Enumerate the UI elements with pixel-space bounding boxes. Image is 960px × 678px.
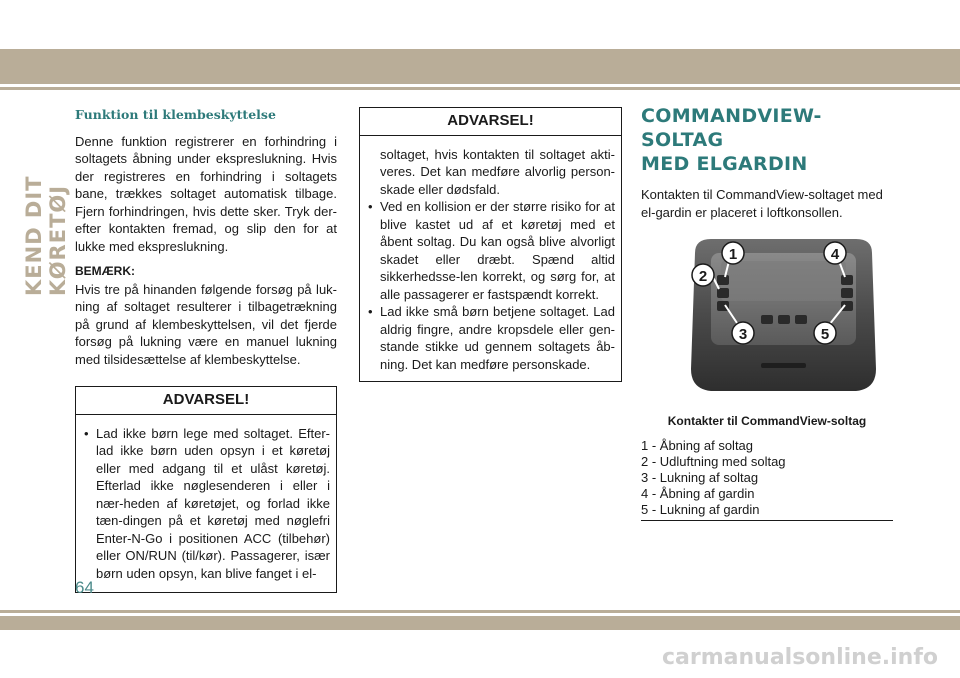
legend-item: 1 - Åbning af soltag — [641, 437, 754, 453]
watermark: carmanualsonline.info — [662, 645, 938, 670]
callout-4 — [824, 242, 846, 264]
svg-text:4: 4 — [830, 246, 840, 263]
figure-caption: Kontakter til CommandView-soltag — [667, 414, 867, 428]
svg-text:2: 2 — [698, 268, 708, 285]
callout-3 — [732, 322, 754, 344]
legend-item: 3 - Lukning af soltag — [641, 469, 759, 485]
header-band — [0, 49, 960, 84]
overhead-console-figure — [681, 231, 886, 401]
footer-rule — [0, 610, 960, 613]
callout-5 — [814, 322, 836, 344]
legend-item: 2 - Udluftning med soltag — [641, 453, 786, 469]
callout-2 — [692, 264, 714, 286]
warning-title: ADVARSEL! — [360, 108, 621, 136]
warning-box-continued — [359, 107, 622, 382]
note-label: BEMÆRK: — [75, 264, 135, 278]
left-switch-stack — [717, 275, 729, 311]
console-lamp-slot — [761, 363, 806, 368]
overhead-console-illustration — [681, 231, 886, 401]
figure-legend — [641, 438, 893, 521]
right-switch-stack — [841, 275, 853, 311]
note-text: Hvis tre på hinanden følgende forsøg på luk-ning af soltaget resulterer i tilbagetrækning på grund af klembeskyttelsen, vil det fjerde forsøg på lukning være en manuel lukning med tilsidesættelse af klembeskyttelse. — [75, 281, 337, 367]
section-title-line2: MED ELGARDIN — [641, 153, 808, 175]
column-2 — [359, 107, 622, 382]
warning-title: ADVARSEL! — [76, 387, 336, 415]
section-heading: Funktion til klembeskyttelse — [75, 107, 276, 122]
warning-bullet: • Ved en kollision er der større risiko for at blive kastet ud af et køretøj med et åbent soltag. Du kan også blive alvorligt skadet eller dræbt. Spænd altid sikkerhedsse-len korrekt, og sørg for, at alle passagerer er fastspændt korrekt. — [368, 198, 615, 303]
svg-text:5: 5 — [820, 326, 830, 343]
callout-1 — [722, 242, 744, 264]
intro-paragraph: Kontakten til CommandView-soltaget med el-gardin er placeret i loftkonsollen. — [641, 187, 883, 220]
warning-bullet: • Lad ikke børn lege med soltaget. Efter-lad ikke børn uden opsyn i et køretøj eller med adgang til et ulåst køretøj. Efterlad ikke nøglesenderen i eller i nær-heden af køretøjet, og forlad ikke tæn-dingen på et køretøj med nøglefri Enter-N-Go i positionen ACC (tilbehør) eller ON/RUN (til/kør). Passagerer, især børn uden opsyn, kan blive fanget i el- — [84, 425, 330, 583]
footer-band — [0, 616, 960, 630]
top-margin — [0, 0, 960, 49]
section-title-line1: COMMANDVIEW-SOLTAG — [641, 105, 822, 151]
column-3 — [641, 104, 893, 521]
chapter-side-title: KEND DIT KØRETØJ — [22, 175, 70, 296]
legend-item: 4 - Åbning af gardin — [641, 485, 755, 501]
warning-bullet: • Lad ikke små børn betjene soltaget. Lad aldrig fingre, andre kropsdele eller gen-stande stikke ud gennem soltagets åb-ning. Det kan medføre personskade. — [368, 303, 615, 373]
body-paragraph: Denne funktion registrerer en forhindring i soltagets åbning under ekspreslukning. Hvis der registreres en forhindring i soltagets bane, trækkes soltaget automatisk tilbage. Fjern forhindringen, hvis dette sker. Tryk der-efter kontakten fremad, og slip den for at lukke med ekspreslukning. — [75, 133, 337, 254]
center-buttons — [761, 315, 807, 324]
column-1 — [75, 106, 337, 593]
svg-text:3: 3 — [738, 326, 748, 343]
svg-text:1: 1 — [728, 246, 738, 263]
legend-item: 5 - Lukning af gardin — [641, 501, 760, 517]
page-number: 64 — [75, 578, 94, 597]
warning-box — [75, 386, 337, 593]
warning-continuation: soltaget, hvis kontakten til soltaget akti-veres. Det kan medføre alvorlig person-skade eller dødsfald. — [380, 146, 615, 197]
warning-body — [360, 136, 621, 382]
section-title — [641, 104, 893, 176]
warning-body — [76, 415, 336, 593]
header-rule — [0, 87, 960, 90]
